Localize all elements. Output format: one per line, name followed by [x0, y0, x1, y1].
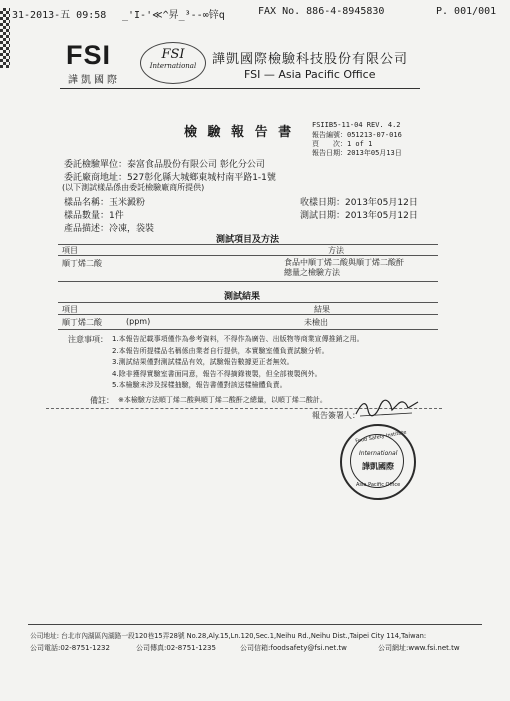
signatory-label: 報告簽署人： — [312, 411, 360, 420]
header-divider — [60, 88, 420, 89]
fax-garbled-text: _'I-'≪^昇_³--∞锌q — [122, 10, 225, 21]
result-table-header-rule — [58, 314, 438, 315]
method-section-title: 測試項目及方法 — [216, 235, 280, 245]
handwritten-signature — [352, 396, 422, 420]
result-col-item: 項目 — [62, 305, 78, 314]
footer-divider — [28, 624, 482, 625]
report-title: 檢 驗 報 告 書 — [184, 125, 295, 140]
notes-label: 注意事項： — [68, 335, 108, 344]
seal-mid-text: International — [359, 450, 398, 457]
method-line-1: 食品中順丁烯二酸與順丁烯二酸酐 — [284, 258, 404, 267]
note-item: 5.本檢驗未涉及採樣抽驗，報告書僅對該送樣檢體負責。 — [112, 381, 287, 389]
company-name-zh: 譁凱國際檢驗科技股份有限公司 — [212, 52, 409, 67]
sample-quantity: 樣品數量：1件 — [64, 211, 124, 221]
footer-fax: 公司傳真:02-8751-1235 — [136, 644, 216, 652]
seal-bottom-text: Asia Pacific Office — [356, 482, 401, 488]
method-table-bottom-rule — [58, 281, 438, 282]
method-col-method: 方法 — [328, 246, 344, 255]
footer-address: 公司地址: 台北市內湖區內湖路一段120巷15弄28號 No.28,Aly.15,Ln.120,Sec.1,Neihu Rd.,Neihu Dist.,Taipei City 114,Taiwan: — [30, 632, 427, 640]
fsi-logo-subtitle: 譁凱國際 — [68, 75, 120, 86]
method-table-top-rule — [58, 244, 438, 245]
result-table-top-rule — [58, 302, 438, 303]
remark-text: ※本檢驗方法順丁烯二酸與順丁烯二酸酐之總量，以順丁烯二酸計。 — [118, 396, 327, 404]
fax-edge-pattern — [0, 8, 10, 68]
receive-date: 收樣日期：2013年05月12日 — [300, 198, 418, 208]
note-item: 3.測試結果僅對測試樣品有效，試驗報告數據更正者無效。 — [112, 358, 294, 366]
fax-page: P. 001/001 — [436, 6, 497, 17]
method-col-item: 項目 — [62, 246, 78, 255]
method-item: 順丁烯二酸 — [62, 259, 102, 268]
oval-logo-text: FSI — [161, 47, 185, 62]
client-address: 委託廠商地址：527彰化縣大城鄉東城村南平路1-1號 — [64, 173, 276, 183]
doc-number: FSIIB5-11-04 REV. 4.2 — [312, 121, 401, 129]
company-seal — [340, 424, 416, 500]
result-table-bottom-rule — [58, 329, 438, 330]
footer-email: 公司信箱:foodsafety@fsi.net.tw — [240, 644, 347, 652]
result-section-title: 測試結果 — [224, 292, 261, 302]
report-page: 頁 次：1 of 1 — [312, 140, 373, 148]
oval-logo-subtext: International — [149, 62, 197, 70]
method-line-2: 總量之檢驗方法 — [284, 268, 340, 277]
result-unit: (ppm) — [126, 317, 151, 326]
report-date: 報告日期：2013年05月13日 — [312, 149, 402, 157]
result-value: 未檢出 — [304, 318, 328, 327]
report-number: 報告編號：051213-07-016 — [312, 131, 402, 139]
result-col-result: 結果 — [314, 305, 330, 314]
note-item: 4.除非獲得實驗室書面同意，報告不得摘錄複製，但全部複製例外。 — [112, 369, 322, 378]
sample-name: 樣品名稱：玉米澱粉 — [64, 198, 146, 208]
note-item: 1.本報告記載事項僅作為參考資料，不得作為廣告、出版物等商業宣傳推銷之用。 — [112, 335, 364, 343]
sample-source-note: (以下測試樣品係由委託檢驗廠商所提供) — [62, 183, 205, 192]
company-name-en: FSI — Asia Pacific Office — [244, 68, 376, 81]
seal-top-text: Food Safety Institute — [354, 429, 408, 445]
client-name: 委託檢驗單位：泰富食品股份有限公司 彰化分公司 — [64, 160, 265, 170]
remark-label: 備註： — [90, 396, 114, 405]
footer-website: 公司網址:www.fsi.net.tw — [378, 644, 460, 652]
fsi-logo: FSI — [66, 40, 112, 70]
note-item: 2.本報告所提樣品名稱係由業者自行提供，本實驗室僅負責試驗分析。 — [112, 346, 329, 355]
fsi-oval-logo — [140, 42, 206, 84]
fax-number: FAX No. 886-4-8945830 — [258, 6, 385, 17]
footer-phone: 公司電話:02-8751-1232 — [30, 644, 110, 652]
test-date: 測試日期：2013年05月12日 — [300, 211, 418, 221]
method-table-header-rule — [58, 255, 438, 256]
sample-description: 產品描述：冷凍，袋裝 — [64, 224, 155, 234]
result-item: 順丁烯二酸 — [62, 318, 102, 327]
notes-list — [112, 334, 364, 392]
fax-datetime: 31-2013-五 09:58 — [12, 10, 107, 21]
seal-zh-text: 譁凱國際 — [362, 462, 394, 471]
